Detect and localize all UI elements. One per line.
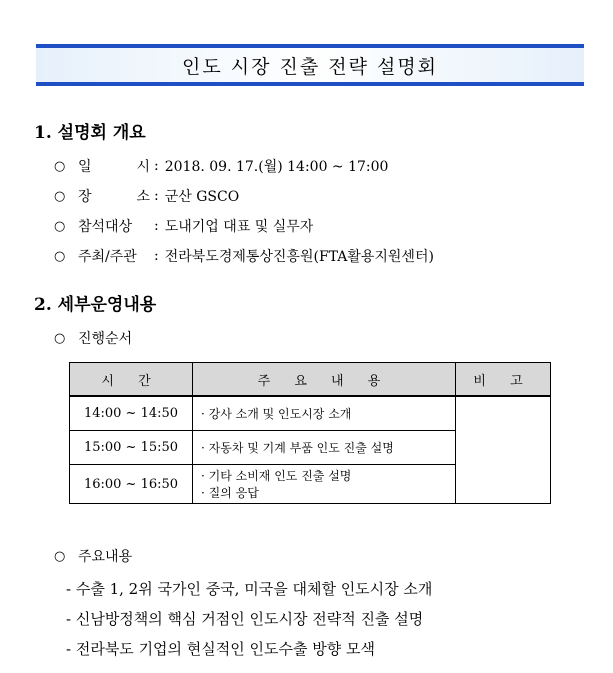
section-1-heading: 1. 설명회 개요 [34, 123, 146, 143]
schedule-table [69, 362, 551, 504]
section-2-heading: 2. 세부운영내용 [34, 295, 157, 315]
info-label [78, 186, 150, 206]
info-value: 전라북도경제통상진흥원(FTA활용지원센터) [164, 249, 434, 265]
document-title: 인도 시장 진출 전략 설명회 [181, 55, 439, 78]
colon: : [154, 188, 159, 204]
document-title-banner [36, 44, 584, 86]
table-header-row [70, 363, 551, 397]
label-char: 소 [136, 189, 150, 205]
header-content: 주 요 내 용 [193, 363, 456, 397]
info-label: 참석대상 [78, 219, 133, 235]
main-label: 주요내용 [78, 549, 133, 565]
bullet-circle: ○ [54, 330, 66, 346]
content-line: · 기타 소비재 인도 진출 설명 [201, 469, 352, 483]
order-label-row [54, 328, 132, 348]
header-time: 시 간 [70, 363, 193, 397]
info-row-date [54, 156, 388, 176]
row-note [456, 396, 551, 504]
bullet-circle: ○ [54, 158, 66, 174]
row-time: 14:00 ~ 14:50 [70, 396, 193, 431]
main-point: - 수출 1, 2위 국가인 중국, 미국을 대체할 인도시장 소개 [66, 580, 433, 598]
info-value: 도내기업 대표 및 실무자 [164, 219, 314, 235]
info-label [78, 156, 150, 176]
info-value: 군산 GSCO [164, 189, 240, 205]
row-content: · 자동차 및 기계 부품 인도 진출 설명 [193, 431, 456, 465]
info-value: 2018. 09. 17.(월) 14:00 ~ 17:00 [164, 159, 389, 175]
row-content: · 강사 소개 및 인도시장 소개 [193, 396, 456, 431]
order-label: 진행순서 [78, 331, 133, 347]
bullet-circle: ○ [54, 248, 66, 264]
bullet-circle: ○ [54, 548, 66, 564]
info-label: 주최/주관 [78, 249, 137, 265]
info-row-attendees [54, 216, 313, 236]
colon: : [154, 218, 159, 234]
table-row [70, 396, 551, 431]
info-row-place [54, 186, 239, 206]
content-line: · 질의 응답 [201, 486, 259, 500]
main-label-row [54, 546, 132, 566]
header-note: 비 고 [456, 363, 551, 397]
main-point: - 전라북도 기업의 현실적인 인도수출 방향 모색 [66, 640, 375, 658]
label-char: 시 [136, 159, 150, 175]
info-row-host [54, 246, 434, 266]
label-char: 장 [78, 189, 92, 205]
bullet-circle: ○ [54, 188, 66, 204]
row-content [193, 465, 456, 504]
bullet-circle: ○ [54, 218, 66, 234]
label-char: 일 [78, 159, 92, 175]
row-time: 15:00 ~ 15:50 [70, 431, 193, 465]
main-point: - 신남방정책의 핵심 거점인 인도시장 전략적 진출 설명 [66, 610, 424, 628]
colon: : [154, 248, 159, 264]
colon: : [154, 158, 159, 174]
row-time: 16:00 ~ 16:50 [70, 465, 193, 504]
